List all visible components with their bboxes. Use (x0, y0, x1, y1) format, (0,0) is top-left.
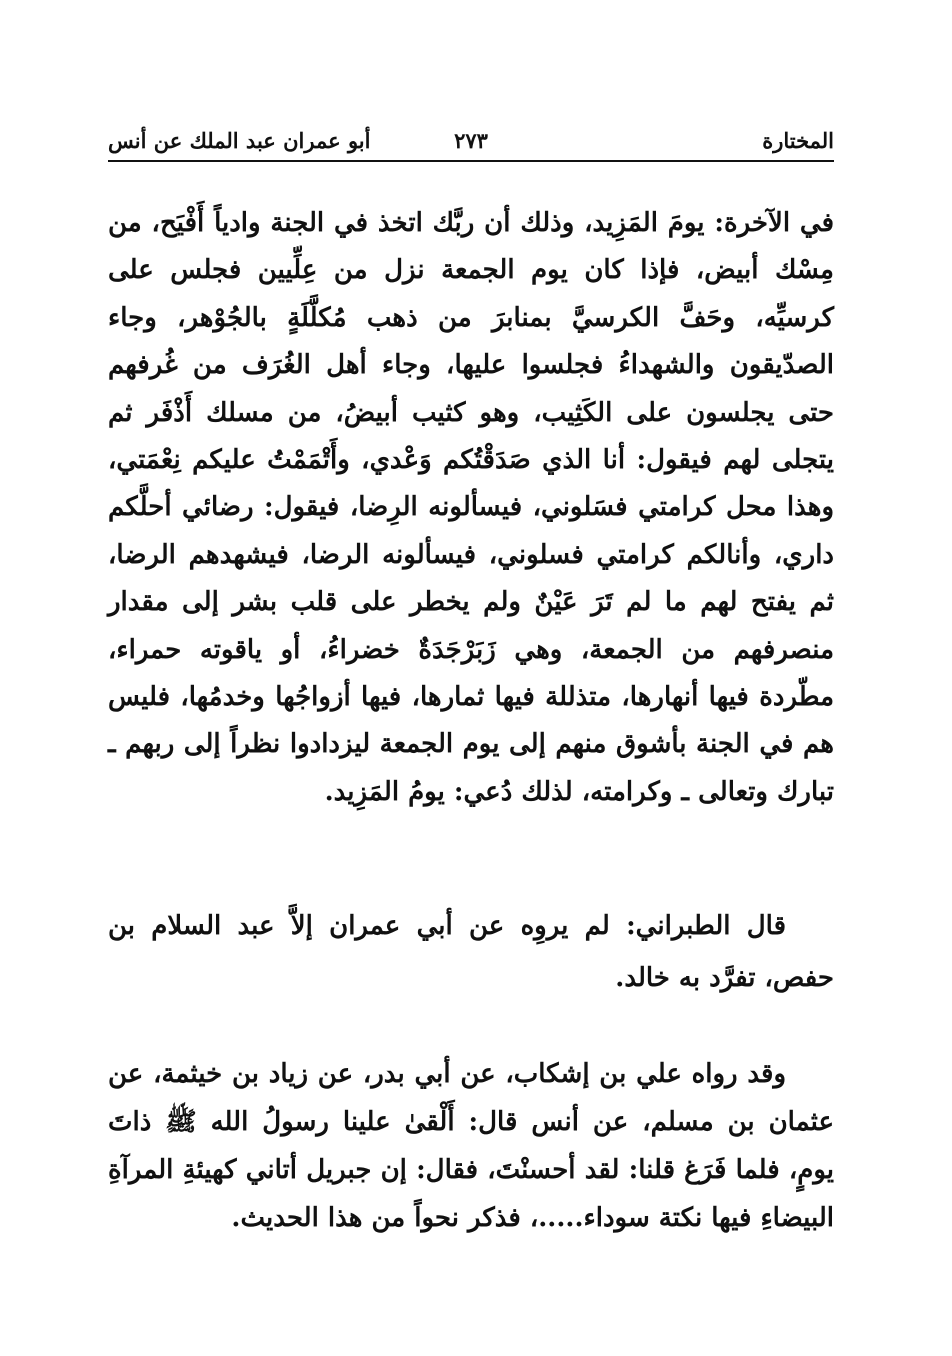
paragraph-narration: وقد رواه علي بن إشكاب، عن أبي بدر، عن زياد بن خيثمة، عن عثمان بن مسلم، عن أنس قال: أَلْقىٰ علينا رسولُ الله ﷺ ذاتَ يومٍ، فلما فَرَغ قلنا: لقد أحسنْتَ، فقال: إن جبريل أتاني كهيئةِ المرآةِ البيضاءِ فيها نكتة سوداء.....، فذكر نحواً من هذا الحديث. (108, 1059, 834, 1233)
header-rule (108, 160, 834, 162)
tabarani-note (108, 900, 834, 1004)
main-text (108, 200, 834, 816)
page-number: ٢٧٣ (454, 128, 488, 153)
section-title: أبو عمران عبد الملك عن أنس (108, 128, 371, 153)
book-title: المختارة (762, 128, 834, 153)
running-header (108, 122, 834, 162)
paragraph-tabarani: قال الطبراني: لم يروِه عن أبي عمران إلاَّ عبد السلام بن حفص، تفرَّد به خالد. (108, 911, 834, 993)
paragraph-hadith: في الآخرة: يومَ المَزِيد، وذلك أن ربَّك اتخذ في الجنة وادياً أَفْيَح، من مِسْك أبيض، فإذا كان يوم الجمعة نزل من عِلِّيين فجلس على كرسيِّه، وحَفَّ الكرسيَّ بمنابرَ من ذهب مُكلَّلَةٍ بالجُوْهر، وجاء الصدّيقون والشهداءُ فجلسوا عليها، وجاء أهل الغُرَف من غُرفهم حتى يجلسون على الكَثِيب، وهو كثيب أبيضُ، من مسلك أَذْفَر ثم يتجلى لهم فيقول: أنا الذي صَدَقْتُكم وَعْدي، وأَتْمَمْتُ عليكم نِعْمَتي، وهذا محل كرامتي فسَلوني، فيسألونه الرِضا، فيقول: رضائي أحلَّكم داري، وأنالكم كرامتي فسلوني، فيسألونه الرضا، فيشهدهم الرضا، ثم يفتح لهم ما لم تَرَ عَيْنٌ ولم يخطر على قلب بشر إلى مقدار منصرفهم من الجمعة، وهي زَبَرْجَدَةٌ خضراءُ، أو ياقوته حمراء، مطّردة فيها أنهارها، متذللة فيها ثمارها، فيها أزواجُها وخدمُها، فليس هم في الجنة بأشوق منهم إلى يوم الجمعة ليزدادوا نظراً إلى ربهم ـ تبارك وتعالى ـ وكرامته، لذلك دُعي: يومُ المَزِيد. (108, 208, 834, 807)
alternate-narration (108, 1050, 834, 1242)
